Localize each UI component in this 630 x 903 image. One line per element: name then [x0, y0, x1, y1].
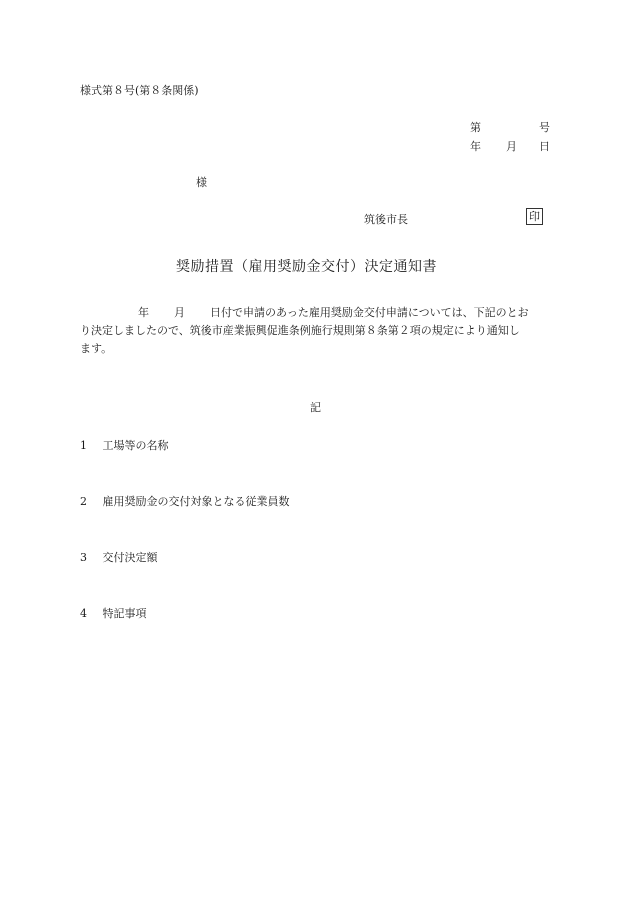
body-year: 年: [138, 306, 149, 319]
item-label: 雇用奨励金の交付対象となる従業員数: [102, 495, 290, 508]
item-label: 交付決定額: [102, 551, 158, 564]
form-number: 様式第８号(第８条関係): [80, 84, 199, 97]
date-day: 日: [539, 140, 550, 153]
date-month: 月: [506, 140, 517, 153]
seal-mark: [526, 208, 543, 225]
body-month: 月: [174, 306, 185, 319]
doc-number-prefix: 第: [470, 121, 481, 134]
item-number: 3: [80, 551, 87, 564]
body-line-2: り決定しましたので、筑後市産業振興促進条例施行規則第８条第２項の規定により通知し: [80, 324, 520, 337]
item-label: 工場等の名称: [102, 439, 169, 452]
document-title: 奨励措置（雇用奨励金交付）決定通知書: [176, 259, 437, 275]
body-line-3: ます。: [80, 342, 113, 355]
date-year: 年: [470, 140, 481, 153]
item-number: 4: [80, 607, 87, 620]
list-item: [80, 549, 158, 565]
item-number: 2: [80, 495, 87, 508]
body-line-1: 日付で申請のあった雇用奨励金交付申請については、下記のとお: [210, 306, 529, 319]
list-item: [80, 605, 147, 621]
doc-number-suffix: 号: [539, 121, 550, 134]
issuer-name: 筑後市長: [364, 213, 408, 226]
ki-heading: 記: [310, 401, 321, 414]
item-label: 特記事項: [102, 607, 147, 620]
seal-label: 印: [526, 208, 543, 225]
addressee-honorific: 様: [196, 176, 207, 189]
list-item: [80, 493, 290, 509]
list-item: [80, 437, 169, 453]
item-number: 1: [80, 439, 87, 452]
